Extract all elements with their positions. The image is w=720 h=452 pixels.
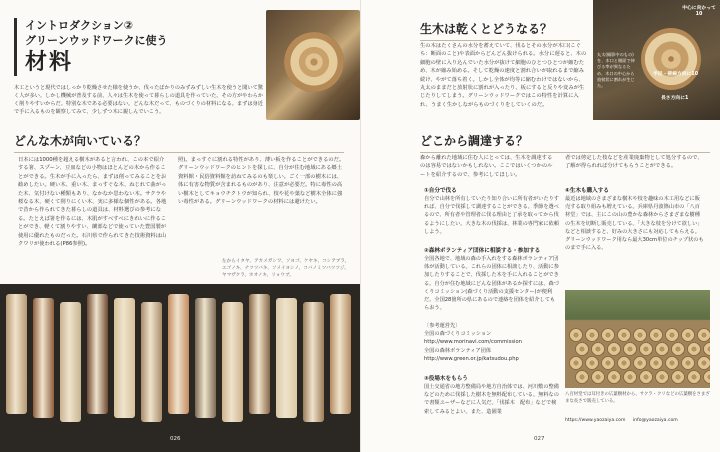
wood-stick (276, 298, 297, 418)
log-ring (607, 370, 621, 384)
photo-label: 長さ方向に1 (661, 96, 689, 101)
contact-links (565, 418, 710, 423)
subsection-title: ①自分で伐る (424, 188, 457, 194)
log-ring (665, 328, 679, 342)
subsection-text: 自分で山林を所有していたり知り合いに所有者がいたりすれば、自分で伐採して調達することができる。季節を選べるので、所有者や管理者に伐る理由と了承を取ってから伐るようにしたい。大きな木の伐採は、林業の専門家に依頼しよう。 (424, 196, 559, 235)
reference-item: 全国の森林ボランティア団体 (424, 347, 492, 354)
wood-stick (168, 294, 189, 414)
log-ring (617, 356, 631, 370)
log-ring (601, 356, 615, 370)
log-ring (681, 328, 695, 342)
log-ring (671, 342, 685, 356)
reference-list (424, 322, 560, 363)
reference-link[interactable]: http://www.morinavi.com/commission (424, 339, 522, 346)
website-link[interactable]: https://www.yaozaiya.com (565, 418, 626, 423)
log-ring (655, 370, 669, 384)
wood-stick (195, 298, 216, 418)
log-ring (617, 328, 631, 342)
log-ring (623, 370, 637, 384)
log-ring (655, 342, 669, 356)
log-ring (687, 342, 701, 356)
log-ring (639, 342, 653, 356)
reference-item: 全国の森づくりコミッション (424, 331, 492, 338)
body-text: 森から離れた地域に住む人にとっては、生木を調達するのは容易ではないかもしれない。ここではいくつかのルートを紹介するので、参考にしてほしい。 (420, 155, 553, 178)
log-ring (703, 342, 710, 356)
wood-stick (141, 302, 162, 422)
section-heading: 生木は乾くとどうなる？ (420, 20, 580, 41)
wood-stick (87, 294, 108, 414)
log-ring (665, 356, 679, 370)
page-number: 027 (534, 436, 545, 442)
log-ring (687, 370, 701, 384)
section-heading: どんな木が向いている？ (14, 132, 344, 153)
log-ring (623, 342, 637, 356)
photo-note: 丸太(撮影中のもの)を、木口と側面で伸びる率が異なるため、木口の中心から放射状に割れが生じた。 (597, 52, 635, 89)
body-text: 照)。まっすぐに割れる特性があり、薄い板を作ることができるのだ。グリーンウッドワークのヒントを探しに、自分が住む地域にある郷土資料館・民俗資料館を訪ねてみるのも楽しい。ごく一部の樹木には、体に有害な物質が含まれるものがあり、注意が必要だ。特に毒性の高い樹木としてキョウチクトウが知られ、枝や花や葉など樹木全体に強い毒性がある。グリーンウッドワークの材料には避けたい。 (178, 157, 345, 206)
wood-stick (330, 294, 351, 414)
log-ring (633, 356, 647, 370)
photo-label: 中心に向かって10 (682, 6, 716, 17)
wood-stick (60, 302, 81, 422)
subsection-title: ③役場木をもらう (424, 376, 468, 382)
log-ring (703, 370, 710, 384)
wood-stick (114, 298, 135, 418)
log-ring (591, 370, 605, 384)
log-ring (681, 356, 695, 370)
wood-stick (6, 294, 27, 414)
log-ring (569, 328, 583, 342)
wood-stick (249, 294, 270, 414)
wood-stick (33, 298, 54, 418)
body-text: 日本には1000種を超える樹木があると言われ、この本で紹介する箸、スプーン、豆皿などの小物はほとんどの木から作ることができる。生木が手に入ったら、まずは削ってみることをお勧めしたい。硬い木、重い木、まっすぐな木、ねじれて曲がった木、気付けない種類もあり、なかなか思わない木。サクラや桜なる木、硬くて削りにくい木、実に多様な個性がある。各地で昔から作られてきた暮らしの道具は、材料選びの参考になる。たとえば箸を作るには、木肌がすべすべにきれいに作ることができ、軽くて割りやすい、蘭部などで使っていた豊国製が使用に優れたものだった。石川県で作られてきた技術資料は山クワリが使われる(P86参照)。 (18, 157, 167, 248)
reference-title: 〔参考運営先〕 (424, 323, 461, 329)
log-ring (607, 342, 621, 356)
subsection-text: 国土交通省の地方整備局や地方自治体では、河川敷の整備などのために伐採した樹木を無料配布している。無料なので書類ユーザーなどに人気だ。「伐採木 配布」などで検索してみるとよい。また、造園業 (424, 384, 559, 415)
log-ring (633, 328, 647, 342)
body-text: 者では剪定した枝などを産業廃棄物として処分するので、了解が得られれば分けてもらうことができる。 (565, 155, 703, 170)
log-ring (575, 370, 589, 384)
section-heading: どこから調達する？ (420, 132, 710, 153)
wood-stick (303, 302, 324, 422)
wood-pile-photo (565, 290, 710, 388)
page-number: 026 (170, 436, 181, 442)
photo-label: 半径・接線方向に10 (653, 72, 699, 77)
intro-kicker: イントロダクション② (25, 19, 134, 32)
subsection-text: 全国各地で、地域の森の手入れをする森林ボランティア団体が活動している。これらの団体に相談したり、活動に参加したりすることで、伐採した木を手に入れることができる。自分が住む地域にどんな団体があるか探すには、森づくりコミッション(森づくり活動の支援センター)が便利だ。全国28箇所の県にあるので連絡を団体を紹介してもらおう。 (424, 256, 559, 312)
log-end-photo (593, 0, 720, 120)
log-end-grain (641, 28, 701, 90)
email-link[interactable]: info@yaozaiya.com (632, 418, 678, 423)
log-ring (649, 356, 663, 370)
log-ring (639, 370, 653, 384)
intro-box (14, 18, 174, 76)
log-ring (591, 342, 605, 356)
photo-caption: 左からイタヤ、アカメガシワ、ソヨゴ、ケヤキ、コシアブラ、エゴノキ、ナツツバキ、ソメイヨシノ、コバノミツバツツジ、ヤマザクラ、ホオノキ、リョウブ。 (222, 259, 350, 278)
intro-title: 材料 (25, 50, 74, 75)
subsection-title: ②森林ボランティア団体に相談する・参加する (424, 248, 541, 254)
log-ring (649, 328, 663, 342)
wood-stick (222, 302, 243, 422)
log-ring (585, 328, 599, 342)
log-ring (601, 328, 615, 342)
log-ring (697, 328, 710, 342)
log-ring (575, 342, 589, 356)
reference-link[interactable]: http://www.green.or.jp/katsudou.php (424, 355, 519, 362)
log-ring (671, 370, 685, 384)
intro-text: 木工というと現代ではしっかり乾燥させた様を使うか、伐ったばかりのみずみずしい生木を使うと聞いて驚く人が多い。しかし機械が普及する前、人々は生木を使って暮らしの道具を作っていた。その方がやわらかく削りやすいからだ。特別な木である必要はない。どんな木だって、ものづくりの材料になる。まずは身近で手に入るものを観察してみて、少しずつ木に親しんでいこう。 (14, 85, 264, 115)
log-photo (266, 10, 360, 120)
wood-sticks-photo (0, 284, 360, 452)
body-text: 生の木はたくさんの水分を蓄えていて、伐るとその水分が木口(こぐち：断面のこと)や表面からどんどん抜けられる。水分に遅ると、木の細胞の壁に入り込んでいた水分が抜けて細胞のひとつひとつが縮むため、木が縮み始める。そして乾燥の速度と割れ合いが取れるまで縮み続け、やがて落ち着く。しかし全体が均等に縮むわけではないから、丸太のままだと放射状に割れが入ったり、板にすると反りや変みが生じたりしてしまう。グリーンウッドワークではこの特性を計算に入れ、うまく生かしながらものづくりをしていくのだ。 (420, 43, 587, 108)
subsection-title: ④生木も購入する (565, 188, 609, 194)
intro-kicker-sub: グリーンウッドワークに使う (25, 34, 168, 47)
photo-caption: 八百材堂では耳付きの広葉樹材から、サクラ・クリなどの広葉樹をさまざまな長さで販売している。 (565, 392, 710, 404)
log-ring (697, 356, 710, 370)
log-ring (569, 356, 583, 370)
subsection-text: 最近は地域のさまざまな樹木や枝を趣味の木工用などに販売する取り組みも増えている。兵庫県丹波篠山市の「八百材堂」では、主にこの山の豊かな森林からさまざまな樹種の生木を切断し販売している。「大きな枝を分けて欲しい」などと相談すると、好みの大きさにも対応してもらえる。グリーンウッドワーク用なら最大30cm単位のチップ状のものまで手に入る。 (565, 196, 704, 252)
log-ring (585, 356, 599, 370)
